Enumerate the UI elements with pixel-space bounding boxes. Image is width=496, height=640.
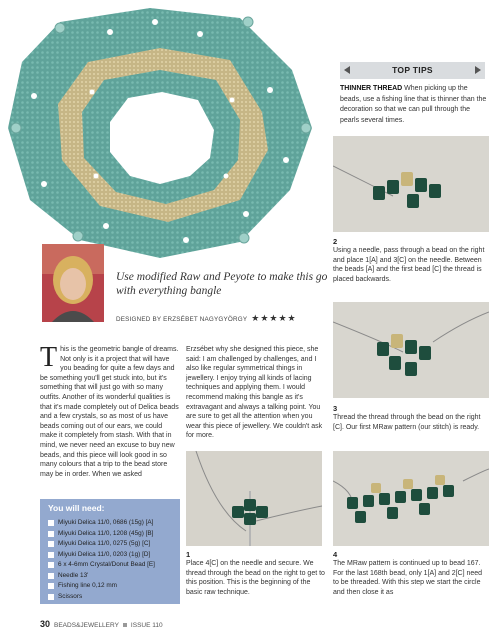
body-column-2: Erzsébet why she designed this piece, she said: I am challenged by challenges, and I also like regular symmetrical things in jewellery. I enjoy trying all kinds of lacing techniques and applying them. I would recommend making this bangle as it's extravagant and always a talking point. You are sure to get all the attention when you wear this piece of jewellery. We couldn't ask for more. (186, 346, 323, 440)
issue-number: ISSUE 110 (130, 622, 163, 629)
step-4-number: 4 (333, 550, 338, 559)
drop-cap: T (40, 342, 58, 373)
separator-icon (123, 623, 127, 627)
checkbox-icon (48, 552, 54, 558)
list-item: 6 x 4-6mm Crystal/Donut Bead [E] (48, 560, 178, 571)
step-2-text: Using a needle, pass through a bead on the right and place 1[A] and 3[C] on the needle. Between the beads [A] and the first bead [C] the thread is placed backwards. (333, 247, 485, 283)
checkbox-icon (48, 531, 54, 537)
list-item: Fishing line 0,12 mm (48, 581, 178, 592)
top-tips-header (340, 62, 485, 79)
body-column-1 (40, 342, 180, 479)
page-footer (40, 619, 340, 631)
step-3-photo (333, 302, 489, 398)
arrow-right-icon (475, 66, 481, 74)
step-2-photo (333, 136, 489, 232)
designer-credit: DESIGNED BY ERZSÉBET NAGYGYÖRGY (116, 316, 248, 323)
step-1-text: Place 4[C] on the needle and secure. We thread through the bead on the right to get to this position. This is the beginning of the basic raw technique. (186, 560, 325, 596)
list-item: Miyuki Delica 11/0, 0686 (15g) [A] (48, 518, 178, 529)
magazine-name: BEADS&JEWELLERY (54, 622, 119, 629)
list-item: Scissors (48, 592, 178, 603)
checkbox-icon (48, 573, 54, 579)
page-number: 30 (40, 619, 51, 629)
difficulty-rating: ★★★★★ (251, 313, 297, 323)
checkbox-icon (48, 541, 54, 547)
step-1-photo (186, 451, 322, 546)
tip-lead: THINNER THREAD (340, 85, 403, 92)
list-item: Needle 13' (48, 571, 178, 582)
step-4-text: The MRaw pattern is continued up to bead 167. For the last 168th bead, only 1[A] and 2[C] need to be threaded. With this step we start the circle and then close it as (333, 560, 483, 596)
you-will-need-title: You will need: (48, 503, 105, 513)
checkbox-icon (48, 520, 54, 526)
list-item: Miyuki Delica 11/0, 1208 (45g) [B] (48, 529, 178, 540)
bangle-photo (0, 0, 322, 262)
checkbox-icon (48, 583, 54, 589)
step-3-number: 3 (333, 404, 338, 413)
tip-body: When picking up the beads, use a fishing line that is thinner than the decoration so that we can pull through the pearls several times. (340, 85, 487, 124)
you-will-need-box (40, 499, 180, 604)
step-2-number: 2 (333, 237, 338, 246)
body-text-1: his is the geometric bangle of dreams. Not only is it a project that will have you beading for quite a few days and be something you'll get stuck into, but it's something that will just go with so many outfits. Another of its wonderful qualities is that it's made completely out of Delica beads and a few crystals, so as most of us have beads coming out of our ears, we could make it completely from stash. With that in mind, we never need an excuse to buy new beads, and this piece will look good in so many colours that a trip to the bead store may be in order. When we asked (40, 346, 179, 478)
top-tips-text (340, 84, 490, 126)
step-4-photo (333, 451, 489, 546)
step-3-text: Thread the thread through the bead on the right [C]. Our first MRaw pattern (our stitch) is ready. (333, 414, 481, 431)
headline: Use modified Raw and Peyote to make this go with everything bangle (116, 271, 328, 297)
materials-list (48, 518, 178, 602)
checkbox-icon (48, 562, 54, 568)
list-item: Miyuki Delica 11/0, 0275 (5g) [C] (48, 539, 178, 550)
author-photo (42, 244, 104, 322)
byline (116, 313, 330, 324)
top-tips-title: TOP TIPS (392, 65, 433, 75)
list-item: Miyuki Delica 11/0, 0203 (1g) [D] (48, 550, 178, 561)
step-1-number: 1 (186, 550, 191, 559)
checkbox-icon (48, 594, 54, 600)
